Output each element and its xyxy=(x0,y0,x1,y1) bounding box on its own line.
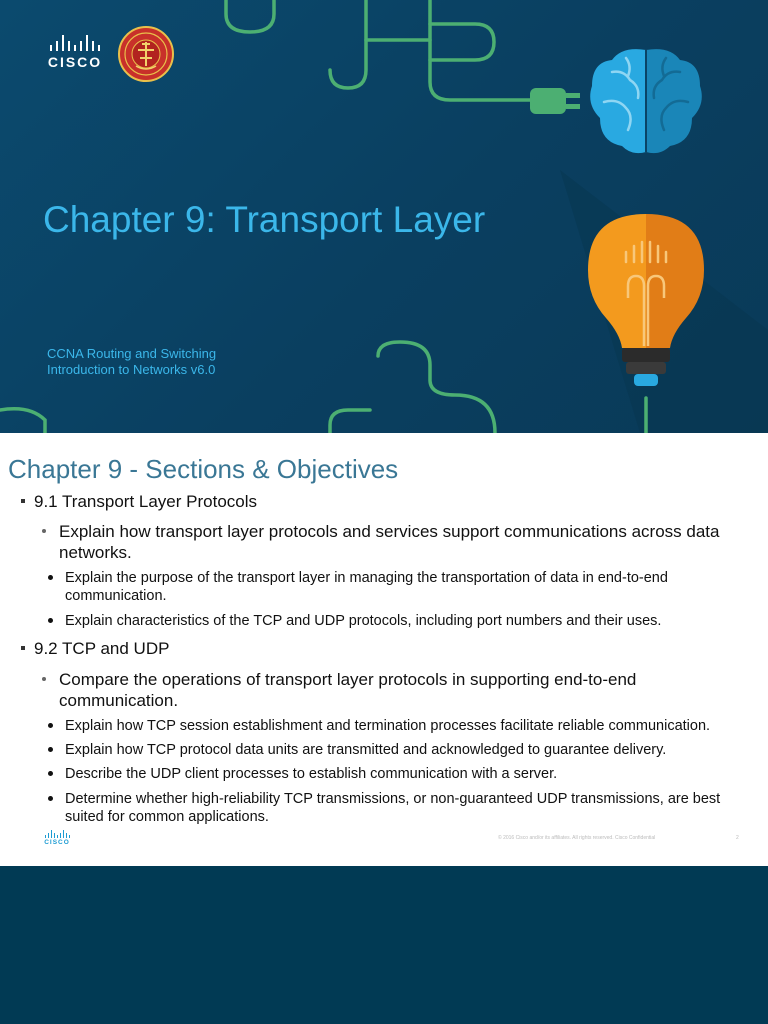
objective-item: Describe the UDP client processes to establish communication with a server. xyxy=(65,765,745,783)
section-heading: 9.1 Transport Layer Protocols xyxy=(34,492,258,511)
cisco-logo-bars-icon xyxy=(40,33,110,51)
institution-seal-icon xyxy=(118,26,174,82)
cisco-wordmark: CISCO xyxy=(47,54,103,70)
copyright-notice: © 2016 Cisco and/or its affiliates. All rights reserved. Cisco Confidential xyxy=(498,835,656,841)
page-number: 2 xyxy=(736,835,739,841)
brain-icon xyxy=(590,49,702,153)
objective-item: Determine whether high-reliability TCP transmissions, or non-guaranteed UDP transmissions, are best suited for common applications. xyxy=(65,790,745,826)
objectives-title: Chapter 9 - Sections & Objectives xyxy=(8,454,399,484)
section-summary: Compare the operations of transport layer protocols in supporting end-to-end communication. xyxy=(59,669,739,711)
footer-cisco-logo xyxy=(42,830,72,848)
footer-wordmark: CISCO xyxy=(44,839,70,846)
cover-slide xyxy=(0,0,768,433)
objective-item: Explain the purpose of the transport layer in managing the transportation of data in end-to-end communication. xyxy=(65,569,745,605)
course-name: CCNA Routing and Switching xyxy=(47,346,217,361)
cisco-logo xyxy=(40,33,110,71)
plug-icon xyxy=(530,88,580,114)
chapter-title: Chapter 9: Transport Layer xyxy=(43,199,486,240)
objective-item: Explain how TCP session establishment and termination processes facilitate reliable communication. xyxy=(65,717,745,735)
objective-item: Explain characteristics of the TCP and UDP protocols, including port numbers and their uses. xyxy=(65,612,745,630)
course-version: Introduction to Networks v6.0 xyxy=(47,362,216,377)
footer-logo-bars-icon xyxy=(42,830,72,838)
course-subtitle xyxy=(47,346,216,378)
objectives-slide xyxy=(0,433,768,866)
objective-item: Explain how TCP protocol data units are transmitted and acknowledged to guarantee delivery. xyxy=(65,741,745,759)
section-summary: Explain how transport layer protocols and services support communications across data networks. xyxy=(59,521,739,563)
section-heading: 9.2 TCP and UDP xyxy=(34,639,170,658)
